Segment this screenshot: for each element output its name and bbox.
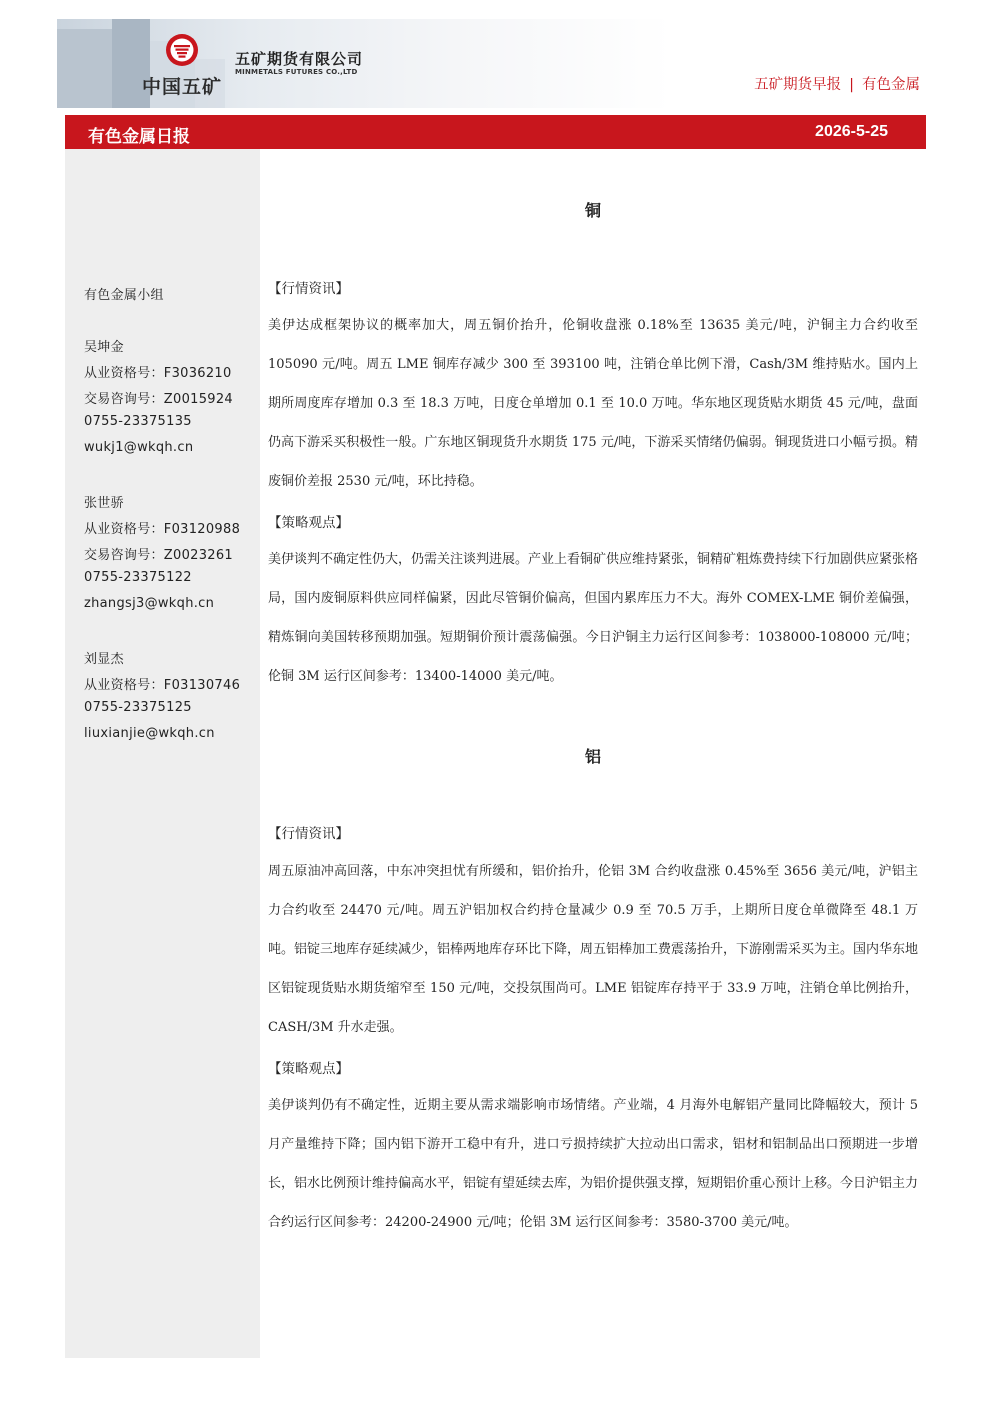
- analyst-email[interactable]: liuxianjie@wkqh.cn: [84, 726, 215, 741]
- analyst-phone: 0755-23375122: [84, 570, 192, 585]
- analyst-qualification: 从业资格号：F03120988: [84, 522, 241, 537]
- news-tag: 【行情资讯】: [268, 826, 349, 842]
- aluminum-news-text: 周五原油冲高回落，中东冲突担忧有所缓和，铝价抬升，伦铝 3M 合约收盘涨 0.45%至 3656 美元/吨，沪铝主力合约收至 24470 元/吨。周五沪铝加权合约持仓量减少 0.9 至 70.5 万手，上期所日度仓单微降至 48.1 万吨。铝锭三地库存延续减少，铝棒两地库存环比下降，周五铝棒加工费震荡抬升，下游刚需采买为主。国内华东地区铝锭现货贴水期货缩窄至 150 元/吨，交投氛围尚可。LME 铝锭库存持平于 33.9 万吨，注销仓单比例抬升，CASH/3M 升水走强。: [268, 864, 919, 1035]
- news-tag: 【行情资讯】: [268, 281, 349, 297]
- sidebar-group-title: 有色金属小组: [84, 288, 164, 303]
- section-title-aluminum: 铝: [584, 747, 601, 766]
- analyst-name: 吴坤金: [84, 340, 124, 355]
- analyst-email[interactable]: zhangsj3@wkqh.cn: [84, 596, 215, 611]
- section-title-copper: 铜: [584, 201, 601, 220]
- analyst-consult-number: 交易咨询号：Z0015924: [84, 392, 234, 407]
- report-name: 五矿期货早报: [754, 77, 842, 93]
- company-name-en: MINMETALS FUTURES CO.,LTD: [235, 68, 358, 76]
- analyst-email[interactable]: wukj1@wkqh.cn: [84, 440, 194, 455]
- report-category: 有色金属: [862, 77, 920, 93]
- analyst-phone: 0755-23375125: [84, 700, 192, 715]
- analyst-phone: 0755-23375135: [84, 414, 192, 429]
- banner-building: [57, 29, 112, 108]
- analyst-name: 刘显杰: [84, 652, 124, 667]
- minmetals-logo-icon: [165, 33, 199, 67]
- copper-news-text: 美伊达成框架协议的概率加大，周五铜价抬升，伦铜收盘涨 0.18%至 13635 美元/吨，沪铜主力合约收至 105090 元/吨。周五 LME 铜库存减少 300 至 393100 吨，注销仓单比例下滑，Cash/3M 维持贴水。国内上期所周度库存增加 0.3 至 18.3 万吨，日度仓单增加 0.1 至 10.0 万吨。华东地区现货贴水期货 45 元/吨，盘面仍高下游采买积极性一般。广东地区铜现货升水期货 175 元/吨，下游采买情绪仍偏弱。铜现货进口小幅亏损。精废铜价差报 2530 元/吨，环比持稳。: [268, 318, 918, 489]
- page-title: 有色金属日报: [88, 127, 190, 147]
- report-separator: |: [849, 77, 854, 93]
- report-date: 2026-5-25: [815, 123, 888, 140]
- copper-strategy-text: 美伊谈判不确定性仍大，仍需关注谈判进展。产业上看铜矿供应维持紧张，铜精矿粗炼费持续下行加剧供应紧张格局，国内废铜原料供应同样偏紧，因此尽管铜价偏高，但国内累库压力不大。海外 COMEX-LME 铜价差偏强，精炼铜向美国转移预期加强。短期铜价预计震荡偏强。今日沪铜主力运行区间参考：1038000-108000 元/吨；伦铜 3M 运行区间参考：13400-14000 美元/吨。: [268, 552, 919, 684]
- report-label: [754, 73, 920, 94]
- logo-text: 中国五矿: [142, 76, 223, 98]
- aluminum-strategy-text: 美伊谈判仍有不确定性，近期主要从需求端影响市场情绪。产业端，4 月海外电解铝产量同比降幅较大，预计 5 月产量维持下降；国内铝下游开工稳中有升，进口亏损持续扩大拉动出口需求，铝材和铝制品出口预期进一步增长，铝水比例预计维持偏高水平，铝锭有望延续去库，为铝价提供强支撑，短期铝价重心预计上移。今日沪铝主力合约运行区间参考：24200-24900 元/吨；伦铝 3M 运行区间参考：3580-3700 美元/吨。: [268, 1098, 919, 1230]
- title-bar: [65, 115, 926, 149]
- analyst-qualification: 从业资格号：F03130746: [84, 678, 241, 693]
- strategy-tag: 【策略观点】: [268, 515, 349, 531]
- analyst-name: 张世骄: [84, 496, 124, 511]
- analyst-qualification: 从业资格号：F3036210: [84, 366, 232, 381]
- analyst-consult-number: 交易咨询号：Z0023261: [84, 548, 234, 563]
- company-name-cn: 五矿期货有限公司: [235, 50, 364, 68]
- sidebar: [65, 149, 260, 1358]
- strategy-tag: 【策略观点】: [268, 1061, 349, 1077]
